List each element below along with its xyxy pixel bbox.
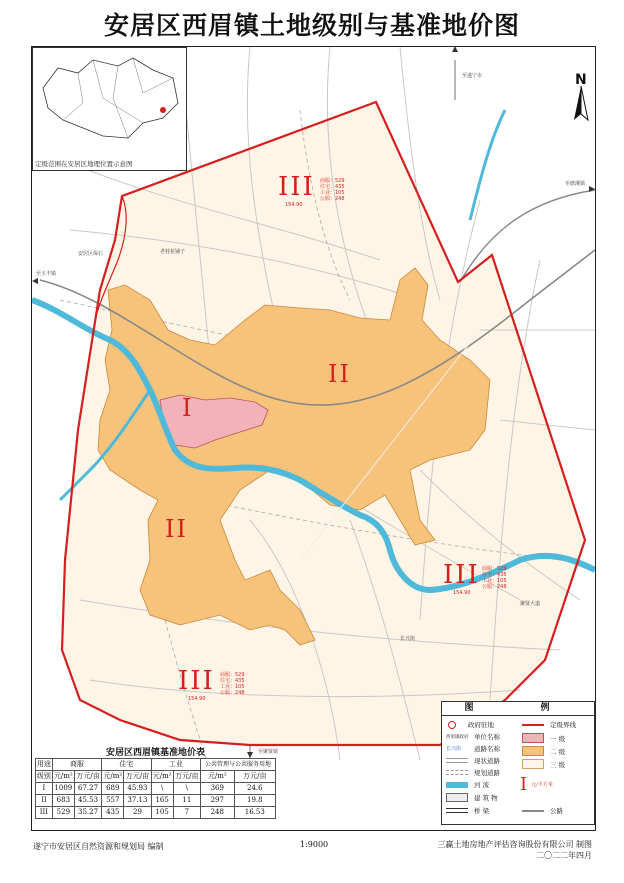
legend-item-grade3: 三 级 — [522, 759, 565, 769]
arrow-north-road — [452, 46, 458, 52]
grade3-south-label: III — [178, 666, 215, 696]
footer-compiler: 遂宁市安居区自然资源和规划局 编制 — [33, 842, 164, 851]
grade3-north-value: 154.90 — [285, 202, 303, 208]
legend-item-existing-road: 现状道路 — [446, 756, 500, 765]
legend-grade-example: I 元/平方米 — [520, 774, 553, 795]
legend-item-gov: 政府驻地 — [448, 720, 494, 729]
location-inset-map — [32, 47, 187, 171]
table-header-row: 用途 商服 住宅 工业 公共管理与公共服务用地 — [36, 759, 276, 771]
legend-item-planned-road: 规划道路 — [446, 768, 500, 777]
grade1-label: I — [182, 394, 194, 422]
table-row: II 683 45.53 557 37.13 165 11 297 19.8 — [36, 795, 276, 807]
legend-header — [442, 702, 594, 716]
map-title: 安居区西眉镇土地级别与基准地价图 — [103, 11, 520, 40]
gov-icon — [448, 721, 456, 729]
grade3-south-prices: 商服：529 住宅：435 工业：105 公服：248 — [220, 672, 245, 696]
legend-item-grade1: 一 级 — [522, 733, 565, 743]
grade3-swatch — [522, 759, 544, 769]
grade2-south-label: II — [165, 515, 188, 543]
north-label: N — [575, 72, 587, 88]
table-row: I 1009 67.27 689 45.93 \ \ 369 24.6 — [36, 783, 276, 795]
bridge-icon — [446, 808, 468, 813]
building-icon — [446, 793, 468, 802]
legend-item-building: 建 筑 物 — [446, 793, 498, 802]
arrow-west-road — [32, 278, 38, 284]
place-label: 至玉丰镇 — [36, 271, 57, 277]
place-label: 至聚贤镇 — [258, 749, 279, 755]
grade3-southeast-label: III — [443, 560, 480, 590]
legend-item-grade2: 二 级 — [522, 746, 565, 756]
price-table-caption: 安居区西眉镇基准地价表 — [105, 748, 205, 758]
inset-caption: 定级范围在安居区地理位置示意图 — [35, 160, 133, 168]
legend-item-boundary: 定级界线 — [522, 720, 576, 729]
inset-outline — [33, 48, 186, 158]
place-label: 老桂花铺子 — [160, 249, 186, 255]
table-row: III 529 35.27 435 29 105 7 248 16.53 — [36, 807, 276, 819]
legend-item-bridge: 桥 梁 — [446, 806, 489, 815]
price-table — [35, 758, 276, 819]
table-subheader-row: 级别 元/m² 万元/亩 元/m² 万元/亩 元/m² 万元/亩 元/m² 万元/亩 — [36, 771, 276, 783]
grade3-north-label: III — [278, 172, 315, 202]
legend — [441, 701, 595, 825]
place-label: 聚贤大道 — [520, 601, 541, 607]
grade3-north-prices: 商服：529 住宅：435 工业：105 公服：248 — [320, 178, 345, 202]
grade2-swatch — [522, 746, 544, 756]
grade1-swatch — [522, 733, 544, 743]
place-label: 长兴街 — [400, 636, 416, 642]
planned-road-icon — [446, 770, 468, 775]
boundary-icon — [522, 724, 544, 726]
grade3-south-value: 154.90 — [188, 696, 206, 702]
legend-item-river: 河 流 — [446, 780, 489, 789]
legend-item-unit: 西眉镇政府 单位名称 — [446, 733, 500, 741]
footer-scale: 1:9000 — [300, 840, 329, 849]
legend-head-left: 图 — [464, 703, 496, 713]
highway-icon — [522, 810, 544, 812]
place-label: 至磨溪镇 — [565, 181, 586, 187]
footer-cartographer: 三赢土地房地产评估咨询股份有限公司 制图 — [437, 840, 592, 849]
legend-item-road-name: 长兴街 道路名称 — [446, 745, 500, 753]
footer-credits — [432, 839, 592, 861]
river-icon — [446, 782, 468, 788]
legend-item-highway: 公路 — [522, 806, 563, 815]
grade3-southeast-prices: 商服：529 住宅：435 工业：105 公服：248 — [482, 566, 507, 590]
grade2-east-label: II — [328, 360, 351, 388]
place-label: 至遂宁市 — [462, 73, 483, 79]
footer-date: 二〇二二年四月 — [536, 851, 592, 860]
place-label: 安居区保石 — [78, 251, 104, 257]
existing-road-icon — [446, 758, 468, 763]
legend-head-right: 例 — [540, 703, 572, 713]
grade3-southeast-value: 154.90 — [453, 590, 471, 596]
